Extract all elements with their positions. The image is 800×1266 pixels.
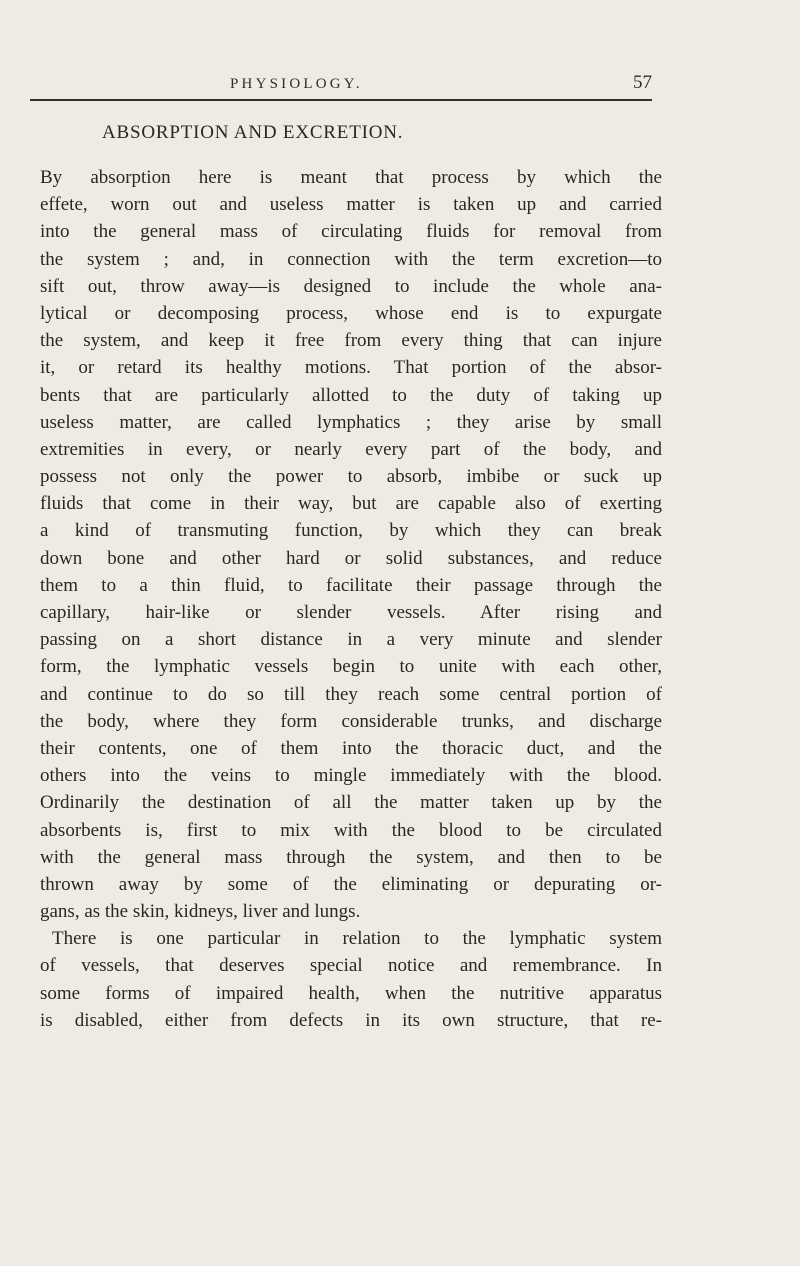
text-line: the body, where they form considerable trunks, and discharge — [40, 710, 662, 732]
running-head — [30, 72, 652, 96]
text-line: is disabled, either from defects in its own structure, that re- — [40, 1009, 662, 1031]
page-number: 57 — [633, 72, 652, 93]
running-title: PHYSIOLOGY. — [230, 76, 363, 92]
text-line: some forms of impaired health, when the nutritive apparatus — [40, 982, 662, 1004]
text-line: absorbents is, first to mix with the blood to be circulated — [40, 819, 662, 841]
text-line: lytical or decomposing process, whose end is to expurgate — [40, 302, 662, 324]
text-line: down bone and other hard or solid substances, and reduce — [40, 547, 662, 569]
text-line: useless matter, are called lymphatics ; they arise by small — [40, 411, 662, 433]
body-text — [40, 164, 662, 1034]
text-line: others into the veins to mingle immediately with the blood. — [40, 765, 662, 787]
text-line: effete, worn out and useless matter is taken up and carried — [40, 194, 662, 216]
text-line: thrown away by some of the eliminating or depurating or- — [40, 873, 662, 895]
text-line: bents that are particularly allotted to the duty of taking up — [40, 384, 662, 406]
text-line: them to a thin fluid, to facilitate their passage through the — [40, 574, 662, 596]
text-line: with the general mass through the system, and then to be — [40, 846, 662, 868]
text-line: passing on a short distance in a very minute and slender — [40, 629, 662, 651]
text-line: a kind of transmuting function, by which they can break — [40, 520, 662, 542]
text-line: capillary, hair-like or slender vessels. After rising and — [40, 602, 662, 623]
text-line: of vessels, that deserves special notice and remembrance. In — [40, 955, 662, 977]
text-line: the system ; and, in connection with the term excretion—to — [40, 248, 662, 270]
text-line: and continue to do so till they reach some central portion of — [40, 683, 662, 705]
text-line: possess not only the power to absorb, imbibe or suck up — [40, 466, 662, 488]
text-line: extremities in every, or nearly every part of the body, and — [40, 438, 662, 460]
text-line: gans, as the skin, kidneys, liver and lungs. — [40, 901, 361, 923]
text-line: sift out, throw away—is designed to include the whole ana- — [40, 275, 662, 297]
chapter-title: ABSORPTION AND EXCRETION. — [102, 122, 404, 143]
text-line: fluids that come in their way, but are capable also of exerting — [40, 493, 662, 515]
text-line: There is one particular in relation to the lymphatic system — [52, 928, 662, 950]
text-line: their contents, one of them into the thoracic duct, and the — [40, 737, 662, 759]
text-line: into the general mass of circulating fluids for removal from — [40, 221, 662, 243]
text-line: form, the lymphatic vessels begin to unite with each other, — [40, 656, 662, 678]
text-line: Ordinarily the destination of all the matter taken up by the — [40, 792, 662, 814]
text-line: it, or retard its healthy motions. That portion of the absor- — [40, 357, 662, 379]
text-line: By absorption here is meant that process by which the — [40, 167, 662, 188]
text-line: the system, and keep it free from every thing that can injure — [40, 330, 662, 352]
header-rule — [30, 99, 652, 101]
